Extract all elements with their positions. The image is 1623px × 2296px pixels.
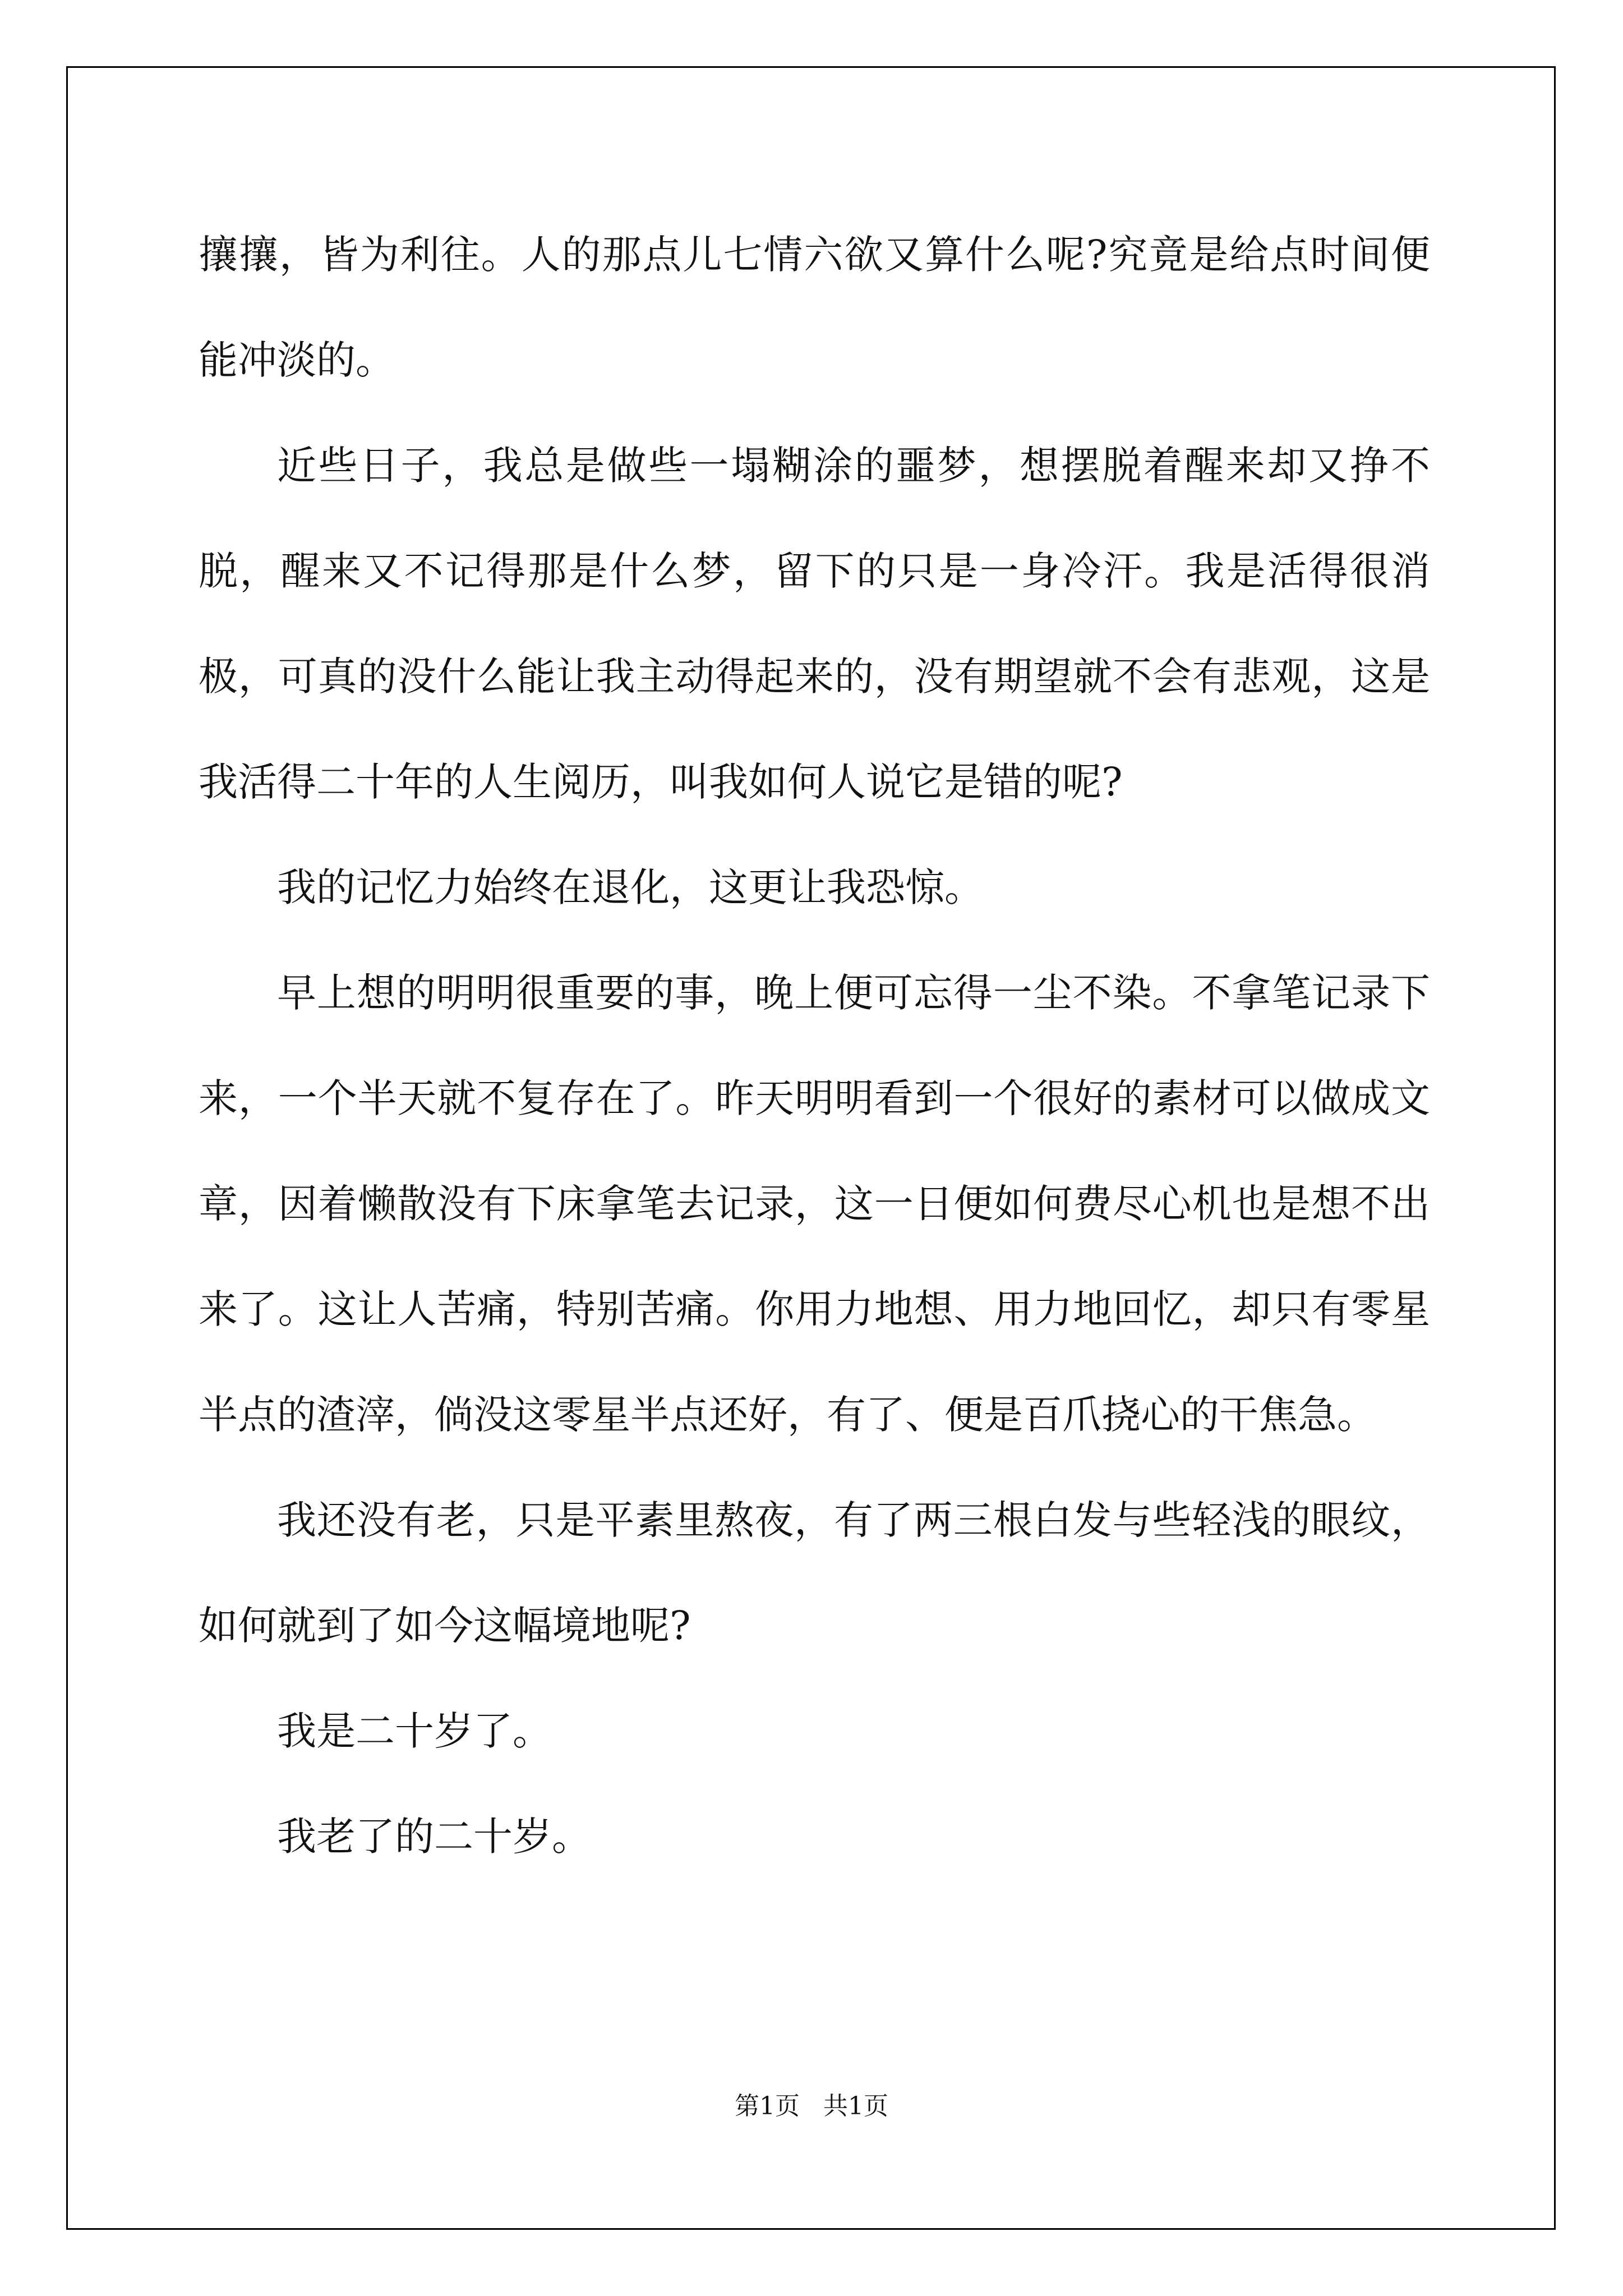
paragraph-5: 我还没有老，只是平素里熬夜，有了两三根白发与些轻浅的眼纹，如何就到了如今这幅境地呢? [199, 1497, 1430, 1649]
page-number-footer: 第1页 共1页 [735, 2092, 888, 2120]
paragraph-3: 我的记忆力始终在退化，这更让我恐惊。 [277, 864, 984, 910]
paragraph-4: 早上想的明明很重要的事，晚上便可忘得一尘不染。不拿笔记录下来，一个半天就不复存在了。昨天明明看到一个很好的素材可以做成文章，因着懒散没有下床拿笔去记录，这一日便如何费尽心机也是想不出来了。这让人苦痛，特别苦痛。你用力地想、用力地回忆，却只有零星半点的渣滓，倘没这零星半点还好，有了、便是百爪挠心的干焦急。 [199, 970, 1430, 1438]
paragraph-2: 近些日子，我总是做些一塌糊涂的噩梦，想摆脱着醒来却又挣不脱，醒来又不记得那是什么梦，留下的只是一身冷汗。我是活得很消极，可真的没什么能让我主动得起来的，没有期望就不会有悲观，这是我活得二十年的人生阅历，叫我如何人说它是错的呢? [199, 443, 1430, 805]
document-body [199, 202, 1430, 1889]
paragraph-1: 攘攘，皆为利往。人的那点儿七情六欲又算什么呢?究竟是给点时间便能冲淡的。 [199, 232, 1430, 383]
paragraph-7: 我老了的二十岁。 [277, 1814, 591, 1860]
paragraph-6: 我是二十岁了。 [277, 1708, 552, 1754]
